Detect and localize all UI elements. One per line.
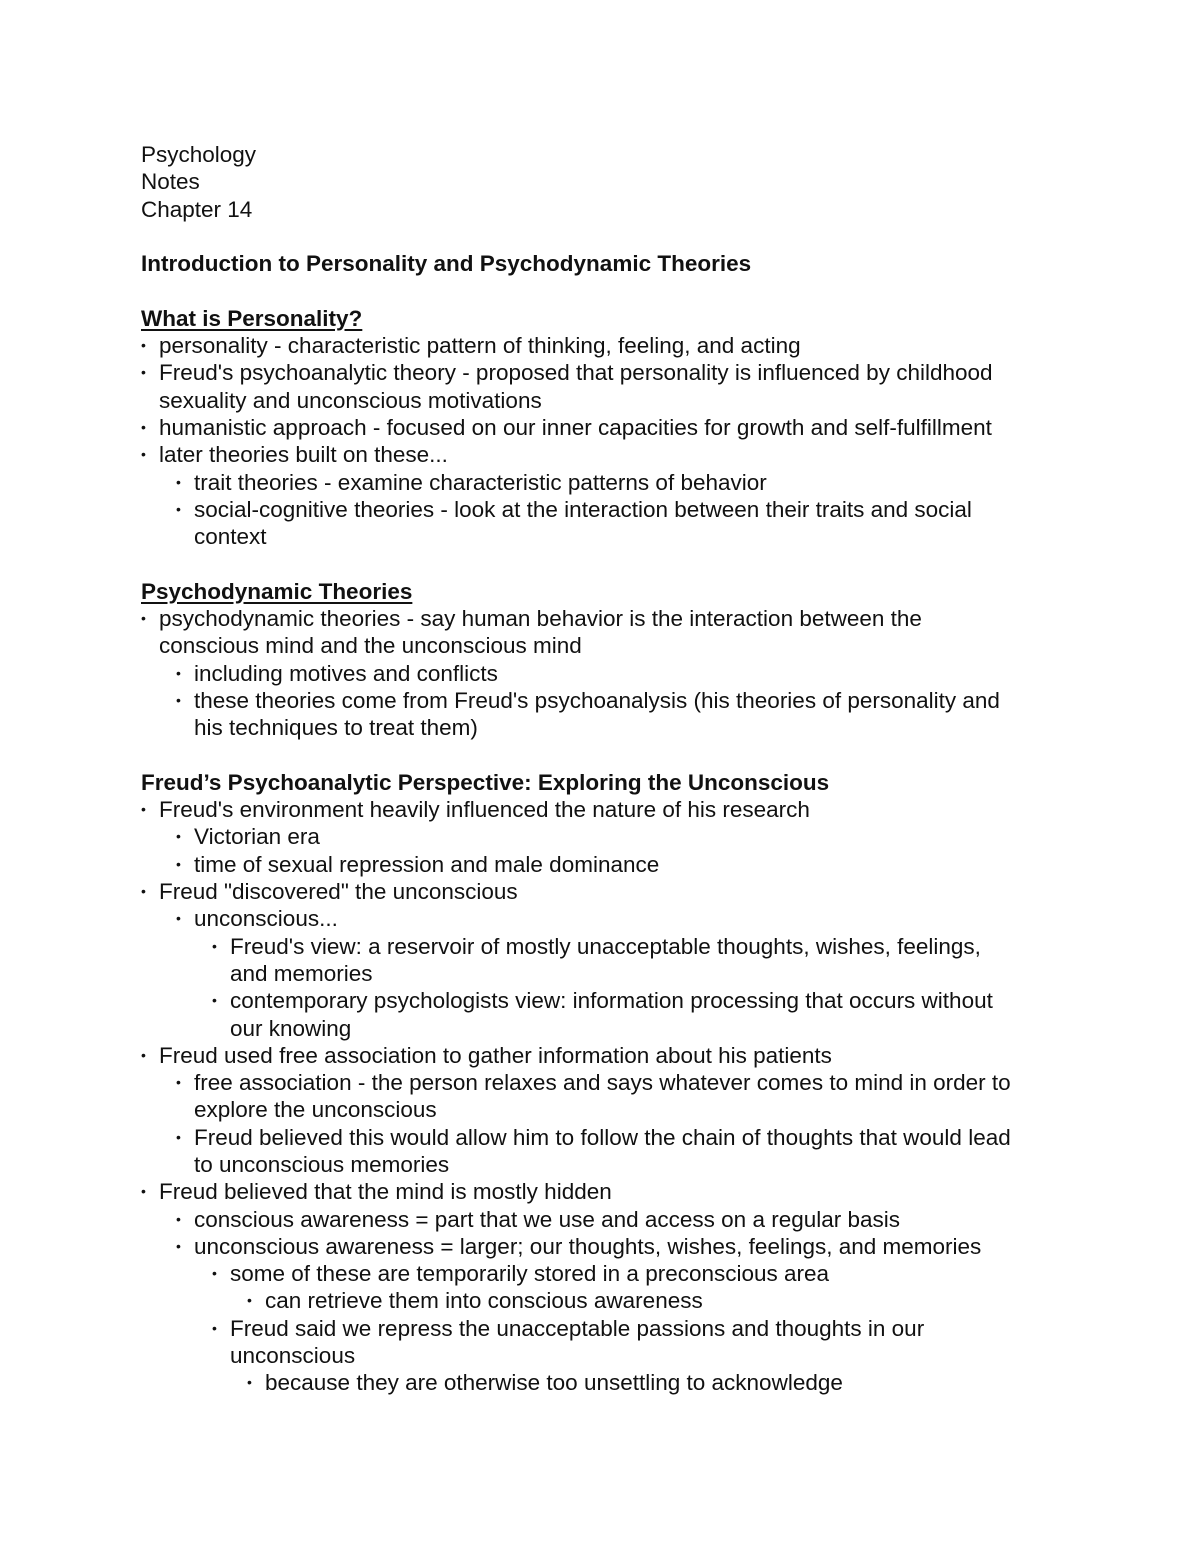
list-item-continuation: context [194, 524, 267, 550]
list-item-text: free association - the person relaxes and says whatever comes to mind in order to [194, 1070, 1011, 1096]
list-item-text: contemporary psychologists view: information processing that occurs without [230, 988, 993, 1014]
subject-line: Psychology [141, 142, 257, 167]
list-item [141, 851, 1080, 878]
bullet-icon: • [141, 364, 146, 381]
list-item [141, 1315, 1080, 1342]
document-title: Introduction to Personality and Psychodynamic Theories [141, 251, 752, 277]
bullet-icon: • [176, 1237, 181, 1254]
list-item-text: psychodynamic theories - say human behavior is the interaction between the [159, 606, 922, 632]
list-item [141, 1369, 1080, 1396]
bullet-icon: • [176, 691, 181, 708]
list-item [141, 441, 1080, 468]
notes-line: Notes [141, 169, 200, 195]
list-item-continuation: unconscious [230, 1343, 356, 1369]
list-item-text: unconscious awareness = larger; our thoughts, wishes, feelings, and memories [194, 1233, 982, 1259]
list-item [141, 414, 1080, 441]
bullet-icon: • [212, 1265, 217, 1282]
bullet-icon: • [176, 910, 181, 927]
list-item [141, 933, 1080, 960]
list-item-continuation: to unconscious memories [194, 1151, 450, 1177]
bullet-icon: • [141, 1046, 146, 1063]
list-item-text: Freud believed this would allow him to follow the chain of thoughts that would lead [194, 1124, 1011, 1150]
bullet-icon: • [212, 992, 217, 1009]
list-item [141, 660, 1080, 687]
list-item [141, 878, 1080, 905]
bullet-icon: • [247, 1292, 252, 1309]
list-item [141, 1042, 1080, 1069]
bullet-icon: • [176, 1210, 181, 1227]
list-item-continuation: explore the unconscious [194, 1097, 437, 1123]
bullet-icon: • [176, 1128, 181, 1145]
list-item [141, 469, 1080, 496]
list-item-text: Freud's environment heavily influenced the nature of his research [159, 797, 810, 823]
bullet-icon: • [141, 337, 146, 354]
list-item [141, 1287, 1080, 1314]
list-item-text: trait theories - examine characteristic patterns of behavior [194, 469, 767, 495]
list-item [141, 1206, 1080, 1233]
bullet-icon: • [141, 801, 146, 818]
list-item-text: Freud "discovered" the unconscious [159, 879, 518, 905]
section-heading-psychodynamic: Psychodynamic Theories [141, 578, 413, 604]
bullet-icon: • [176, 855, 181, 872]
section-heading-personality: What is Personality? [141, 305, 363, 331]
list-item-text: personality - characteristic pattern of thinking, feeling, and acting [159, 333, 801, 359]
list-item-text: humanistic approach - focused on our inner capacities for growth and self-fulfillment [159, 414, 992, 440]
list-item-text: some of these are temporarily stored in a preconscious area [230, 1261, 830, 1287]
list-item [141, 796, 1080, 823]
list-item [141, 823, 1080, 850]
list-item [141, 605, 1080, 632]
list-item-text: these theories come from Freud's psychoanalysis (his theories of personality and [194, 687, 1000, 713]
list-item [141, 1069, 1080, 1096]
list-item-text: conscious awareness = part that we use and access on a regular basis [194, 1206, 901, 1232]
bullet-icon: • [141, 418, 146, 435]
bullet-icon: • [176, 828, 181, 845]
list-item-continuation: and memories [230, 960, 373, 986]
list-item-text: can retrieve them into conscious awareness [265, 1288, 703, 1314]
list-item-text: social-cognitive theories - look at the interaction between their traits and social [194, 496, 972, 522]
list-item-text: Freud's psychoanalytic theory - proposed that personality is influenced by childhood [159, 360, 993, 386]
bullet-icon: • [141, 446, 146, 463]
list-item-continuation: sexuality and unconscious motivations [159, 387, 542, 413]
bullet-icon: • [247, 1374, 252, 1391]
list-item-text: time of sexual repression and male dominance [194, 851, 660, 877]
list-item-text: unconscious... [194, 906, 338, 932]
bullet-icon: • [141, 610, 146, 627]
list-item [141, 1178, 1080, 1205]
bullet-icon: • [141, 883, 146, 900]
list-item [141, 496, 1080, 523]
list-item-continuation: our knowing [230, 1015, 352, 1041]
section-heading-freud-perspective: Freud’s Psychoanalytic Perspective: Exploring the Unconscious [141, 769, 830, 795]
list-item [141, 687, 1080, 714]
bullet-icon: • [176, 1074, 181, 1091]
bullet-icon: • [176, 664, 181, 681]
list-item [141, 1260, 1080, 1287]
list-item [141, 905, 1080, 932]
list-item [141, 332, 1080, 359]
list-item-text: Freud's view: a reservoir of mostly unacceptable thoughts, wishes, feelings, [230, 933, 981, 959]
list-item-text: later theories built on these... [159, 442, 448, 468]
list-item-text: Freud said we repress the unacceptable passions and thoughts in our [230, 1315, 925, 1341]
bullet-icon: • [212, 937, 217, 954]
chapter-line: Chapter 14 [141, 196, 253, 222]
list-item-text: Freud used free association to gather information about his patients [159, 1042, 832, 1068]
list-item-text: Freud believed that the mind is mostly hidden [159, 1179, 612, 1205]
list-item [141, 1233, 1080, 1260]
list-item [141, 359, 1080, 386]
bullet-icon: • [212, 1319, 217, 1336]
bullet-icon: • [176, 500, 181, 517]
bullet-icon: • [176, 473, 181, 490]
list-item-continuation: his techniques to treat them) [194, 715, 478, 741]
list-item [141, 987, 1080, 1014]
list-item-text: because they are otherwise too unsettling to acknowledge [265, 1370, 843, 1396]
list-item-text: including motives and conflicts [194, 660, 498, 686]
bullet-icon: • [141, 1183, 146, 1200]
list-item-text: Victorian era [194, 824, 320, 850]
list-item [141, 1124, 1080, 1151]
list-item-continuation: conscious mind and the unconscious mind [159, 633, 582, 659]
